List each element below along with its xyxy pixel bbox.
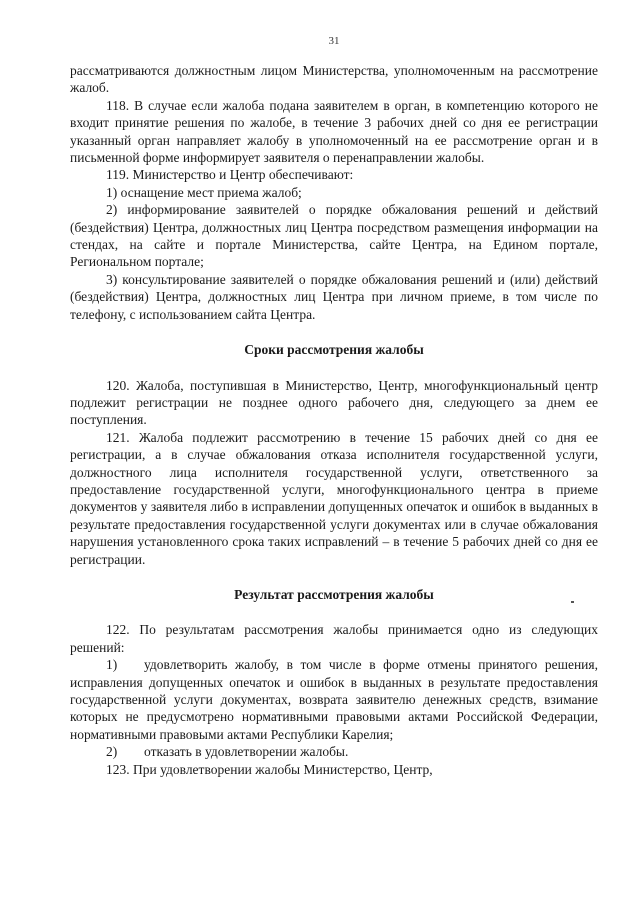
list-text: удовлетворить жалобу, в том числе в форме отмены принятого решения, исправления допущенных опечаток и ошибок в выданных в результате предоставления государственной услуги документах, возврата заявителю денежных средств, взимание которых не предусмотрено нормативными правовыми актами Российской Федерации, нормативными правовыми актами Республики Карелия; [70, 657, 598, 742]
paragraph-118: 118. В случае если жалоба подана заявителем в орган, в компетенцию которого не входит принятие решения по жалобе, в течение 3 рабочих дней со дня ее регистрации указанный орган направляет жалобу в уполномоченный на ее рассмотрение орган и в письменной форме информирует заявителя о перенаправлении жалобы. [70, 97, 598, 166]
paragraph-120: 120. Жалоба, поступившая в Министерство, Центр, многофункциональный центр подлежит регистрации не позднее одного рабочего дня, следующего за днем ее поступления. [70, 377, 598, 428]
document-page [70, 34, 598, 778]
section-heading-review-result: Результат рассмотрения жалобы [234, 586, 434, 602]
list-item-119-2: 2) информирование заявителей о порядке обжалования решений и действий (бездействия) Центра, должностных лиц Центра посредством размещения информации на стендах, на сайте и портале Министерства, сайте Центра, на Едином портале, Региональном портале; [70, 202, 598, 270]
list-number: 2) [106, 744, 118, 760]
paragraph-122: 122. По результатам рассмотрения жалобы принимается одно из следующих решений: [70, 622, 598, 655]
list-item-122-1 [70, 656, 598, 743]
list-number: 1) [106, 657, 118, 673]
list-item-119-1: 1) оснащение мест приема жалоб; [106, 184, 302, 200]
paragraph-123: 123. При удовлетворении жалобы Министерство, Центр, [106, 761, 433, 777]
paragraph-119: 119. Министерство и Центр обеспечивают: [106, 167, 354, 183]
page-number: 31 [328, 35, 340, 47]
scan-speck [571, 601, 574, 603]
list-text: отказать в удовлетворении жалобы. [144, 744, 349, 760]
list-item-122-2 [70, 743, 598, 760]
list-item-119-3: 3) консультирование заявителей о порядке обжалования решений и (или) действий (бездействия) Центра, должностных лиц Центра при личном приеме, в том числе по телефону, с использованием сайта Центра. [70, 271, 598, 322]
section-heading-review-terms: Сроки рассмотрения жалобы [244, 342, 424, 358]
paragraph-continuation: рассматриваются должностным лицом Министерства, уполномоченным на рассмотрение жалоб. [70, 63, 598, 96]
paragraph-121: 121. Жалоба подлежит рассмотрению в течение 15 рабочих дней со дня ее регистрации, а в случае обжалования отказа исполнителя государственной услуги, должностного лица исполнителя государственной услуги, ответственного за предоставление государственной услуги, многофункционального центра в приеме документов у заявителя либо в исправлении допущенных опечаток и ошибок в выданных в результате предоставления государственной услуги документах или в случае обжалования нарушения установленного срока таких исправлений – в течение 5 рабочих дней со дня ее регистрации. [70, 429, 598, 567]
